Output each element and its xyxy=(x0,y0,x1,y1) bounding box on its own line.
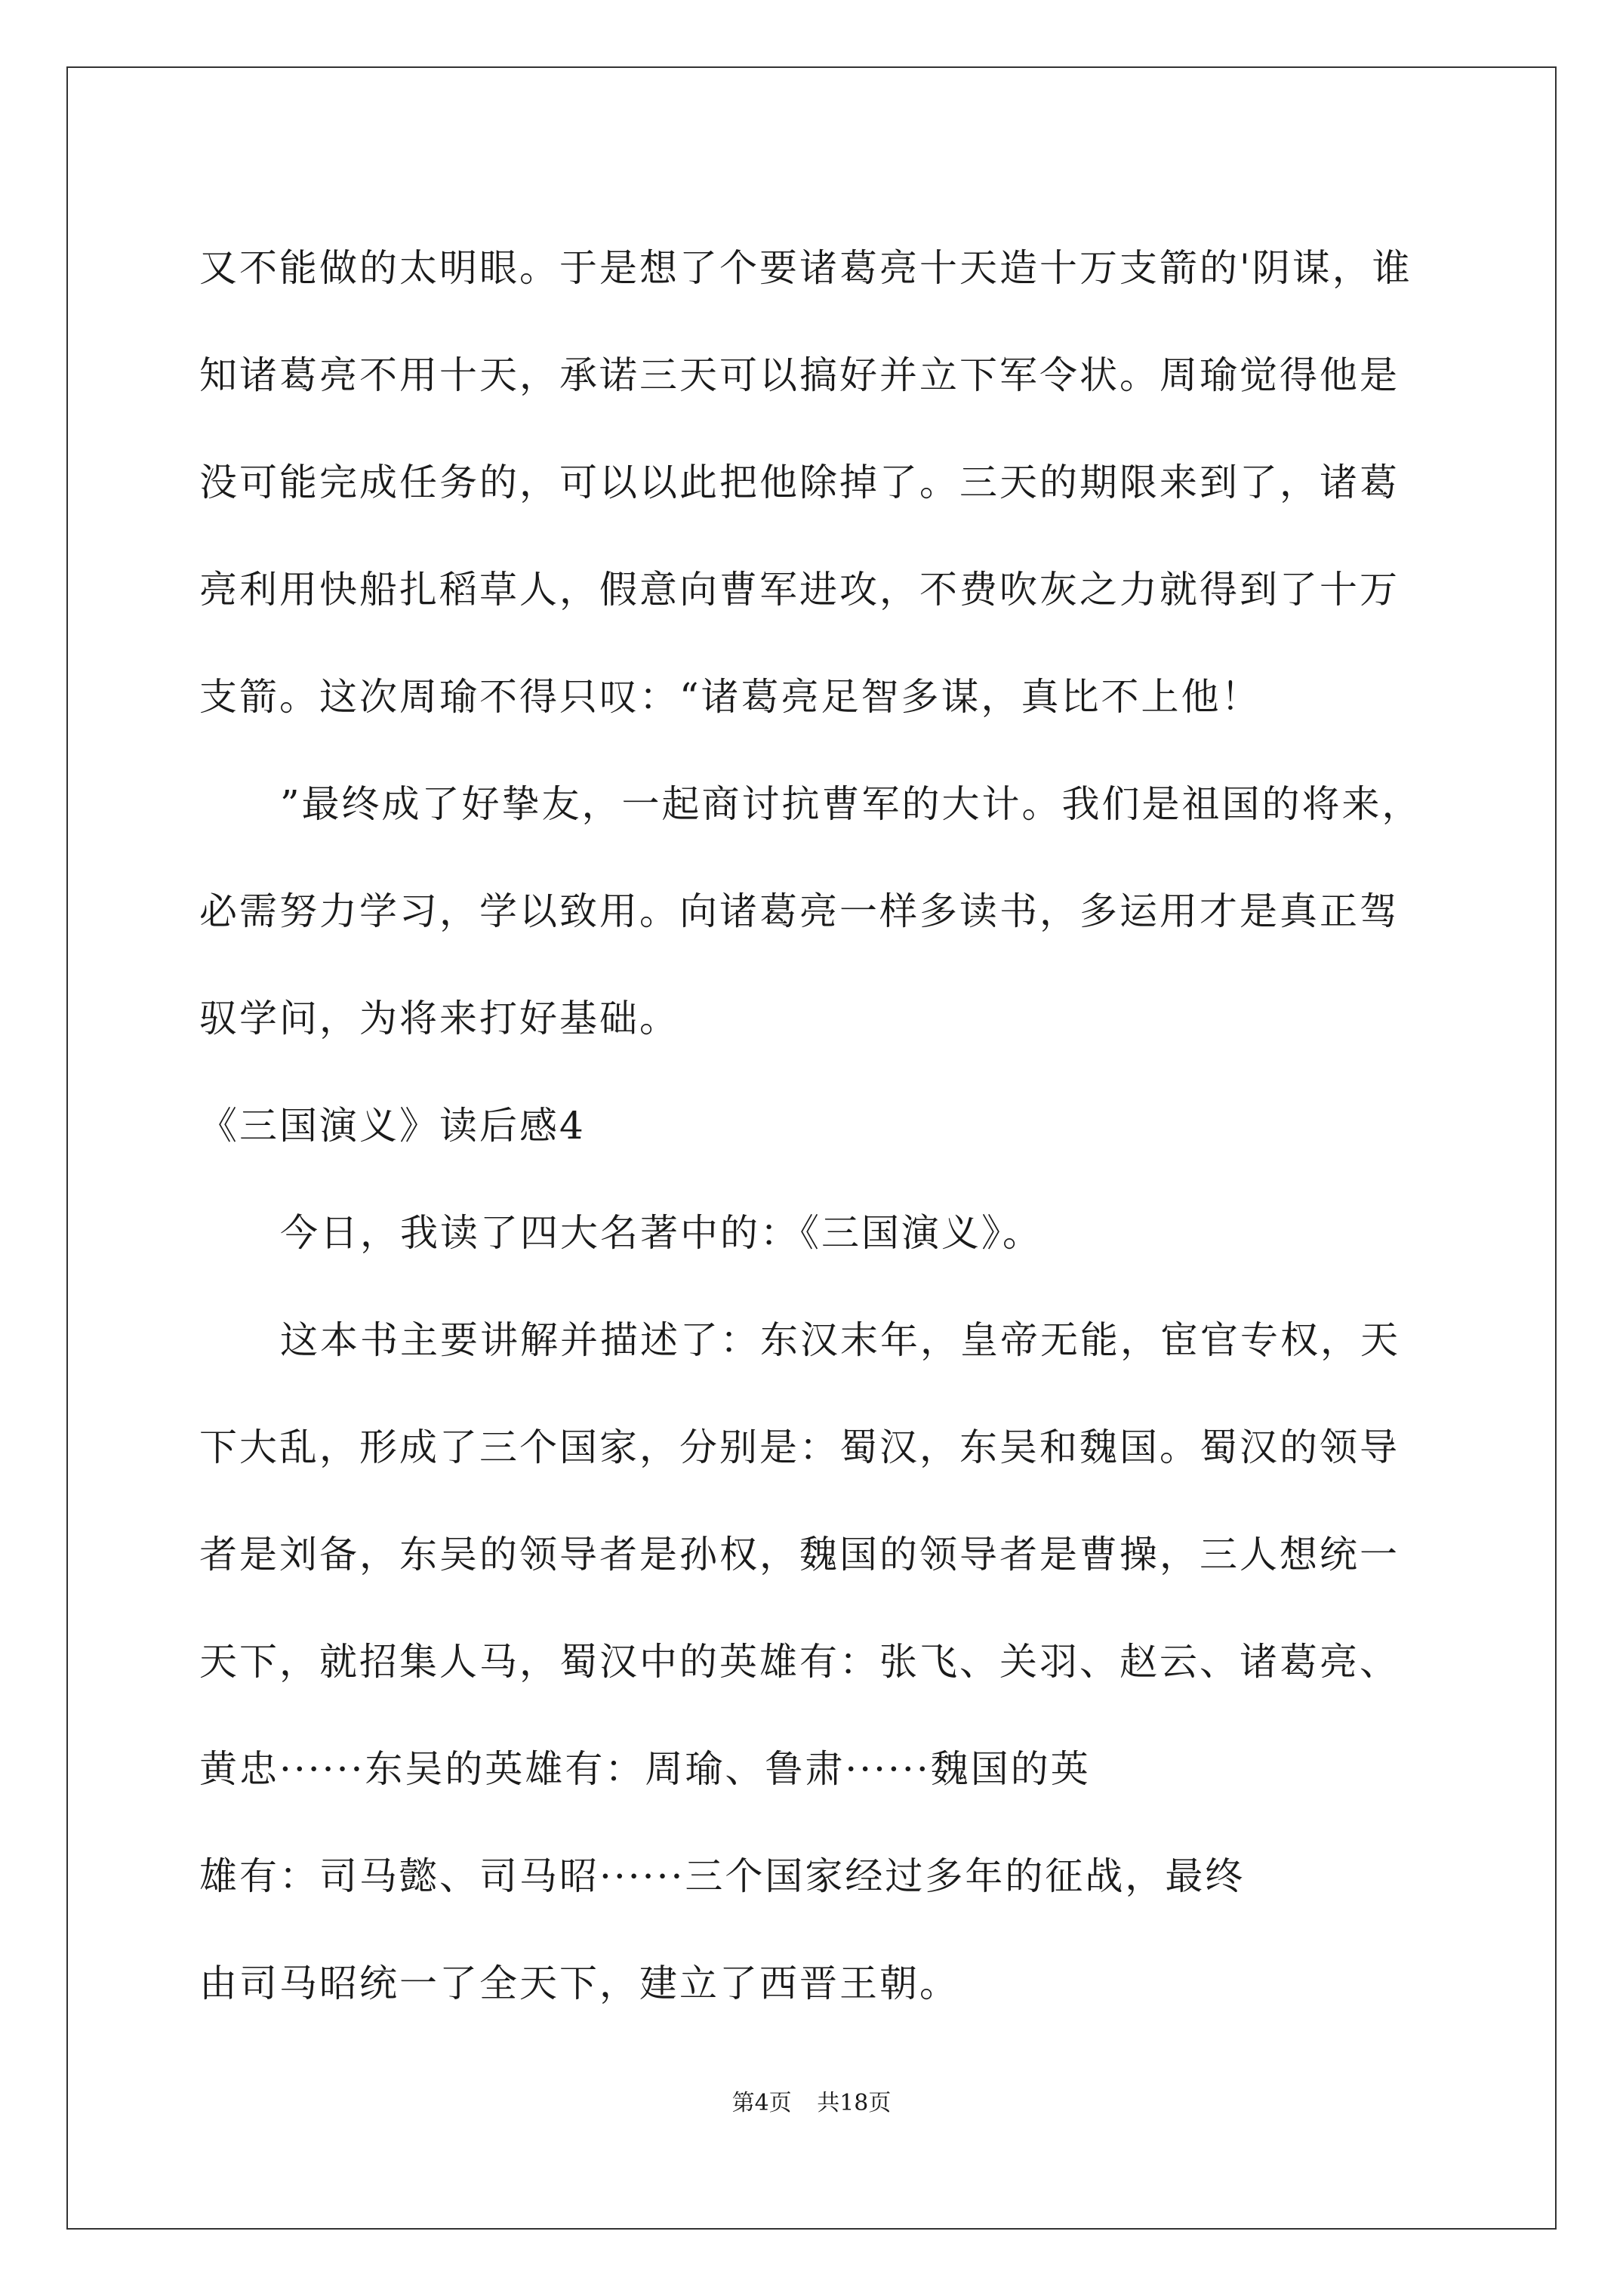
document-body xyxy=(199,214,1437,2037)
text-line: 下大乱，形成了三个国家，分别是：蜀汉，东吴和魏国。蜀汉的领导 xyxy=(199,1425,1400,1469)
text-line: 今日，我读了四大名著中的：《三国演义》。 xyxy=(280,1211,1042,1255)
text-line: 又不能做的太明眼。于是想了个要诸葛亮十天造十万支箭的'阴谋，谁 xyxy=(199,246,1412,290)
text-line: 没可能完成任务的，可以以此把他除掉了。三天的期限来到了，诸葛 xyxy=(199,461,1400,504)
text-line: 支箭。这次周瑜不得只叹：“诸葛亮足智多谋，真比不上他！ xyxy=(199,675,1261,719)
page-total: 共18页 xyxy=(817,2090,892,2116)
text-line: 知诸葛亮不用十天，承诺三天可以搞好并立下军令状。周瑜觉得他是 xyxy=(199,353,1400,397)
text-line: 雄有：司马懿、司马昭······三个国家经过多年的征战，最终 xyxy=(199,1854,1246,1898)
text-line: 者是刘备，东吴的领导者是孙权，魏国的领导者是曹操，三人想统一 xyxy=(199,1533,1400,1576)
page-number: 第4页 xyxy=(731,2090,792,2116)
page-footer xyxy=(0,2084,1623,2117)
text-line: 亮利用快船扎稻草人，假意向曹军进攻，不费吹灰之力就得到了十万 xyxy=(199,568,1400,612)
text-line: 天下，就招集人马，蜀汉中的英雄有：张飞、关羽、赵云、诸葛亮、 xyxy=(199,1640,1400,1684)
text-line: 必需努力学习，学以致用。向诸葛亮一样多读书，多运用才是真正驾 xyxy=(199,889,1400,933)
text-line: 黄忠······东吴的英雄有：周瑜、鲁肃······魏国的英 xyxy=(199,1747,1091,1791)
text-line: 由司马昭统一了全天下，建立了西晋王朝。 xyxy=(199,1962,959,2005)
text-line: 这本书主要讲解并描述了：东汉末年，皇帝无能，宦官专权，天 xyxy=(280,1318,1400,1362)
text-line: 驭学问，为将来打好基础。 xyxy=(199,997,679,1040)
section-heading: 《三国演义》读后感4 xyxy=(199,1104,586,1148)
text-line: ”最终成了好挚友，一起商讨抗曹军的大计。我们是祖国的将来， xyxy=(280,782,1422,826)
